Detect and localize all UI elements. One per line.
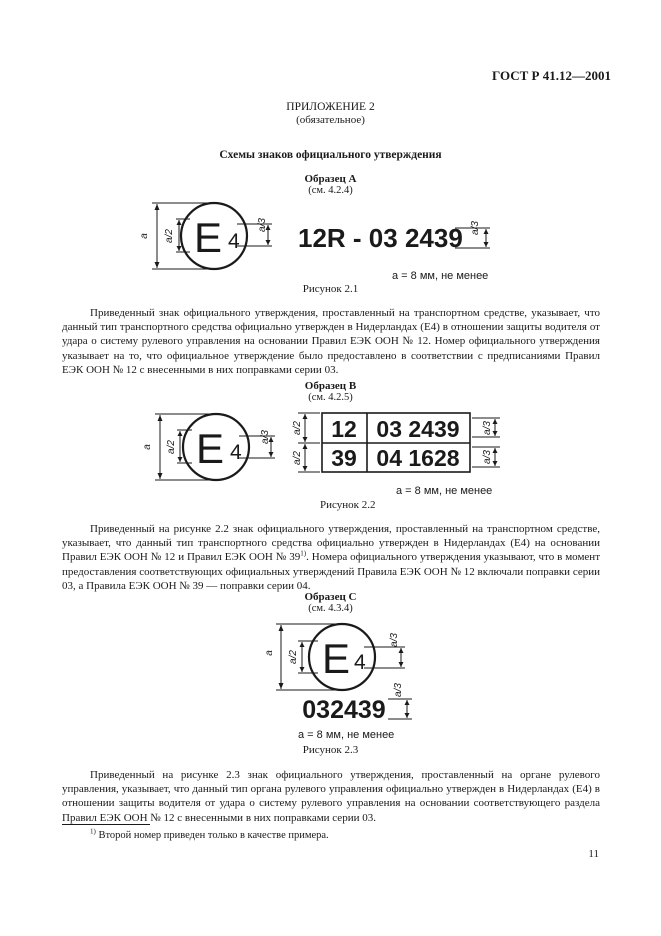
- paragraph-1: Приведенный знак официального утверждения, проставленный на транспортном средстве, указывает, что данный тип транспортного средства официально утвержден в Нидерландах (E4) в отношении защиты водителя от удара о систему рулевого управления на основании Правил ЕЭК ООН № 12. Номер официального утверждения указывает на то, что официальное утверждение было предоставлено в соответствии с предписаниями Правил ЕЭК ООН № 12 с внесенными в них поправками серии 03.: [62, 307, 600, 376]
- sample-a-ref: (см. 4.2.4): [308, 185, 353, 196]
- svg-text:a/3: a/3: [260, 430, 271, 444]
- appendix-title: ПРИЛОЖЕНИЕ 2: [286, 101, 375, 113]
- sample-c-country: 4: [354, 651, 366, 674]
- sample-a-country: 4: [228, 230, 240, 253]
- figure-2-3-caption: Рисунок 2.3: [302, 744, 359, 756]
- footnote-ref: 1): [300, 549, 307, 558]
- svg-text:a/3: a/3: [482, 421, 493, 435]
- sample-b-note: a = 8 мм, не менее: [396, 485, 493, 497]
- sample-b-row2-reg: 39: [331, 445, 357, 471]
- sample-b-row1-num: 03 2439: [376, 416, 460, 442]
- svg-text:a: a: [142, 444, 153, 450]
- footnote: $^{1)}$ Второй номер приведен только в качестве примера.: [90, 827, 329, 841]
- svg-text:a/2: a/2: [292, 451, 303, 465]
- sample-a-title: Образец А: [304, 173, 357, 185]
- paragraph-2: Приведенный на рисунке 2.2 знак официального утверждения, проставленный на транспортном средстве, указывает, что данный тип транспортного средства официально утвержден в Нидерландах (E4) на основании Правил ЕЭК ООН № 12 и Правил ЕЭК ООН № 39$^{1)}$. Номера официального утверждения указывают, что в момент предоставления соответствующих официальных утверждений Правила ЕЭК ООН № 12 включали поправки серии 03, а Правила ЕЭК ООН № 39 — поправки серии 04.: [62, 523, 601, 592]
- sample-b-title: Образец В: [304, 380, 357, 392]
- section-heading: Схемы знаков официального утверждения: [219, 149, 442, 161]
- sample-b-country: 4: [230, 441, 242, 464]
- svg-text:a/3: a/3: [470, 221, 481, 235]
- sample-c-mark: E: [321, 635, 351, 682]
- svg-text:a/2: a/2: [292, 421, 303, 435]
- standard-header: ГОСТ Р 41.12—2001: [492, 68, 611, 83]
- sample-b-row2-num: 04 1628: [376, 445, 460, 471]
- sample-c-note: a = 8 мм, не менее: [298, 729, 395, 741]
- sample-b-mark: E: [195, 425, 225, 472]
- sample-a-mark: E: [193, 214, 223, 261]
- sample-a-note: a = 8 мм, не менее: [392, 270, 489, 282]
- svg-text:a/3: a/3: [393, 683, 404, 697]
- appendix-subtitle: (обязательное): [296, 114, 365, 126]
- svg-text:a/3: a/3: [482, 450, 493, 464]
- sample-a-code: 12R - 03 2439: [298, 223, 463, 253]
- figure-2-2-caption: Рисунок 2.2: [320, 499, 376, 511]
- svg-text:a/3: a/3: [257, 218, 268, 232]
- svg-text:a: a: [139, 233, 150, 239]
- paragraph-3: Приведенный на рисунке 2.3 знак официального утверждения, проставленный на органе рулевого управления, указывает, что данный тип органа рулевого управления официально утвержден в Нидерландах (E4) в отношении защиты водителя от удара о систему рулевого управления на основании соответствующего раздела Правил ЕЭК ООН № 12 с внесенными в них поправками серии 03.: [62, 769, 600, 824]
- page-number: 11: [588, 848, 599, 860]
- svg-text:a/2: a/2: [288, 650, 299, 664]
- svg-text:a/2: a/2: [166, 440, 177, 454]
- svg-text:a: a: [264, 650, 275, 656]
- sample-c-title: Образец С: [304, 591, 357, 603]
- footnote-divider: [62, 824, 150, 825]
- svg-text:a/2: a/2: [164, 229, 175, 243]
- sample-c-code: 032439: [302, 696, 386, 724]
- sample-c-ref: (см. 4.3.4): [308, 603, 353, 614]
- sample-b-ref: (см. 4.2.5): [308, 392, 353, 403]
- figure-2-1-caption: Рисунок 2.1: [302, 283, 359, 295]
- sample-b-row1-reg: 12: [331, 416, 357, 442]
- svg-text:a/3: a/3: [389, 633, 400, 647]
